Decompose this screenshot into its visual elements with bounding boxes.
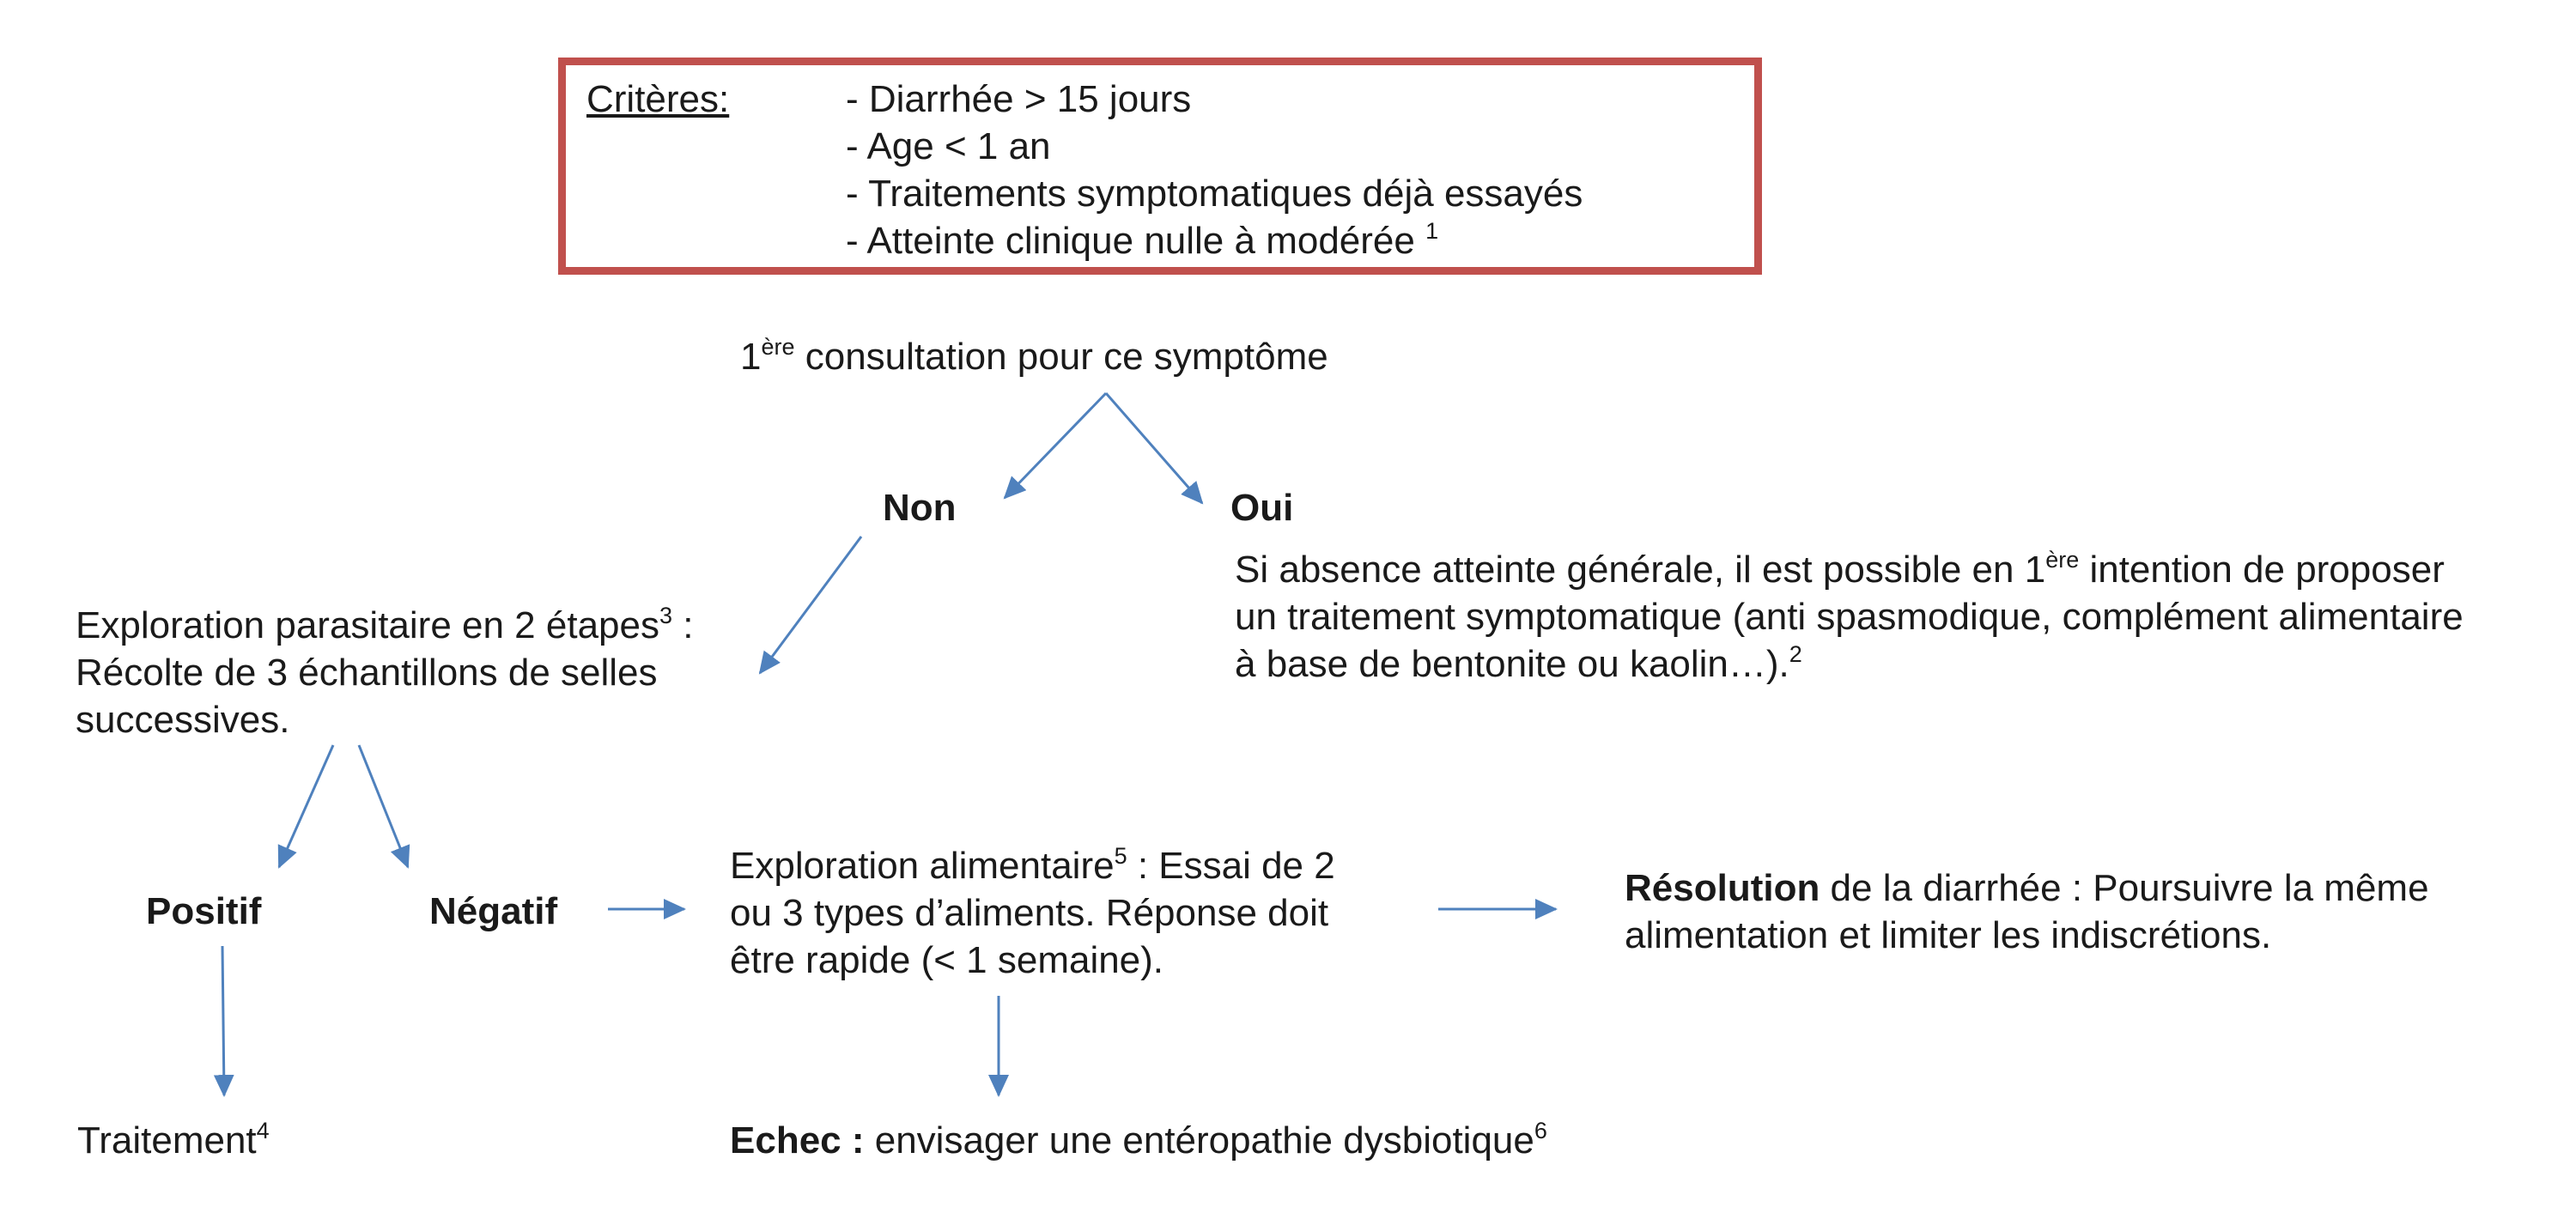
positif-node: Positif	[146, 890, 262, 932]
oui-node: Oui	[1230, 487, 1294, 529]
oui-text-line-3: à base de bentonite ou kaolin…).$^2$	[1235, 641, 1802, 685]
parasite-exploration-line-1: Exploration parasitaire en 2 étapes$^3$ :	[76, 603, 694, 646]
resolution-line-1: Résolution de la diarrhée : Poursuivre la même	[1625, 867, 2429, 909]
footnote-ref: 4	[256, 1118, 270, 1143]
superscript: ère	[761, 334, 795, 360]
footnote-ref: 2	[1789, 641, 1802, 667]
arrow-parasite-to-negatif	[359, 745, 408, 867]
non-node: Non	[883, 487, 957, 529]
negatif-node: Négatif	[429, 890, 558, 932]
oui-text-line-2: un traitement symptomatique (anti spasmodique, complément alimentaire	[1235, 596, 2464, 638]
arrow-non-to-parasite	[760, 537, 861, 673]
food-exploration-line-1: Exploration alimentaire$^5$ : Essai de 2	[730, 843, 1335, 887]
arrow-parasite-to-positif	[279, 745, 333, 867]
arrow-consult-to-oui	[1106, 393, 1202, 503]
food-exploration-line-2: ou 3 types d’aliments. Réponse doit	[730, 892, 1329, 934]
parasite-exploration-line-2: Récolte de 3 échantillons de selles	[76, 652, 658, 694]
oui-text-line-1: Si absence atteinte générale, il est possible en 1ère intention de proposer	[1235, 547, 2445, 591]
footnote-ref: 5	[1114, 843, 1127, 869]
parasite-exploration-line-3: successives.	[76, 699, 290, 741]
traitement-node: Traitement$^4$	[77, 1118, 270, 1162]
criteria-item: - Diarrhée > 15 jours	[846, 78, 1192, 120]
arrow-positif-to-traitement	[222, 946, 224, 1095]
first-consultation-node: 1ère consultation pour ce symptôme	[740, 334, 1328, 378]
resolution-line-2: alimentation et limiter les indiscrétions.	[1625, 914, 2272, 956]
arrow-consult-to-non	[1005, 393, 1106, 498]
criteria-item: - Traitements symptomatiques déjà essayés	[846, 173, 1583, 215]
criteria-label: Critères:	[586, 78, 730, 120]
footnote-ref: 6	[1534, 1118, 1547, 1143]
criteria-item: - Age < 1 an	[846, 125, 1051, 167]
footnote-ref: 1	[1425, 218, 1439, 244]
echec-node: Echec : envisager une entéropathie dysbiotique$^6$	[730, 1118, 1547, 1162]
superscript: ère	[2045, 547, 2080, 573]
food-exploration-line-3: être rapide (< 1 semaine).	[730, 939, 1164, 981]
footnote-ref: 3	[659, 603, 673, 628]
criteria-item: - Atteinte clinique nulle à modérée $^1$	[846, 218, 1439, 262]
